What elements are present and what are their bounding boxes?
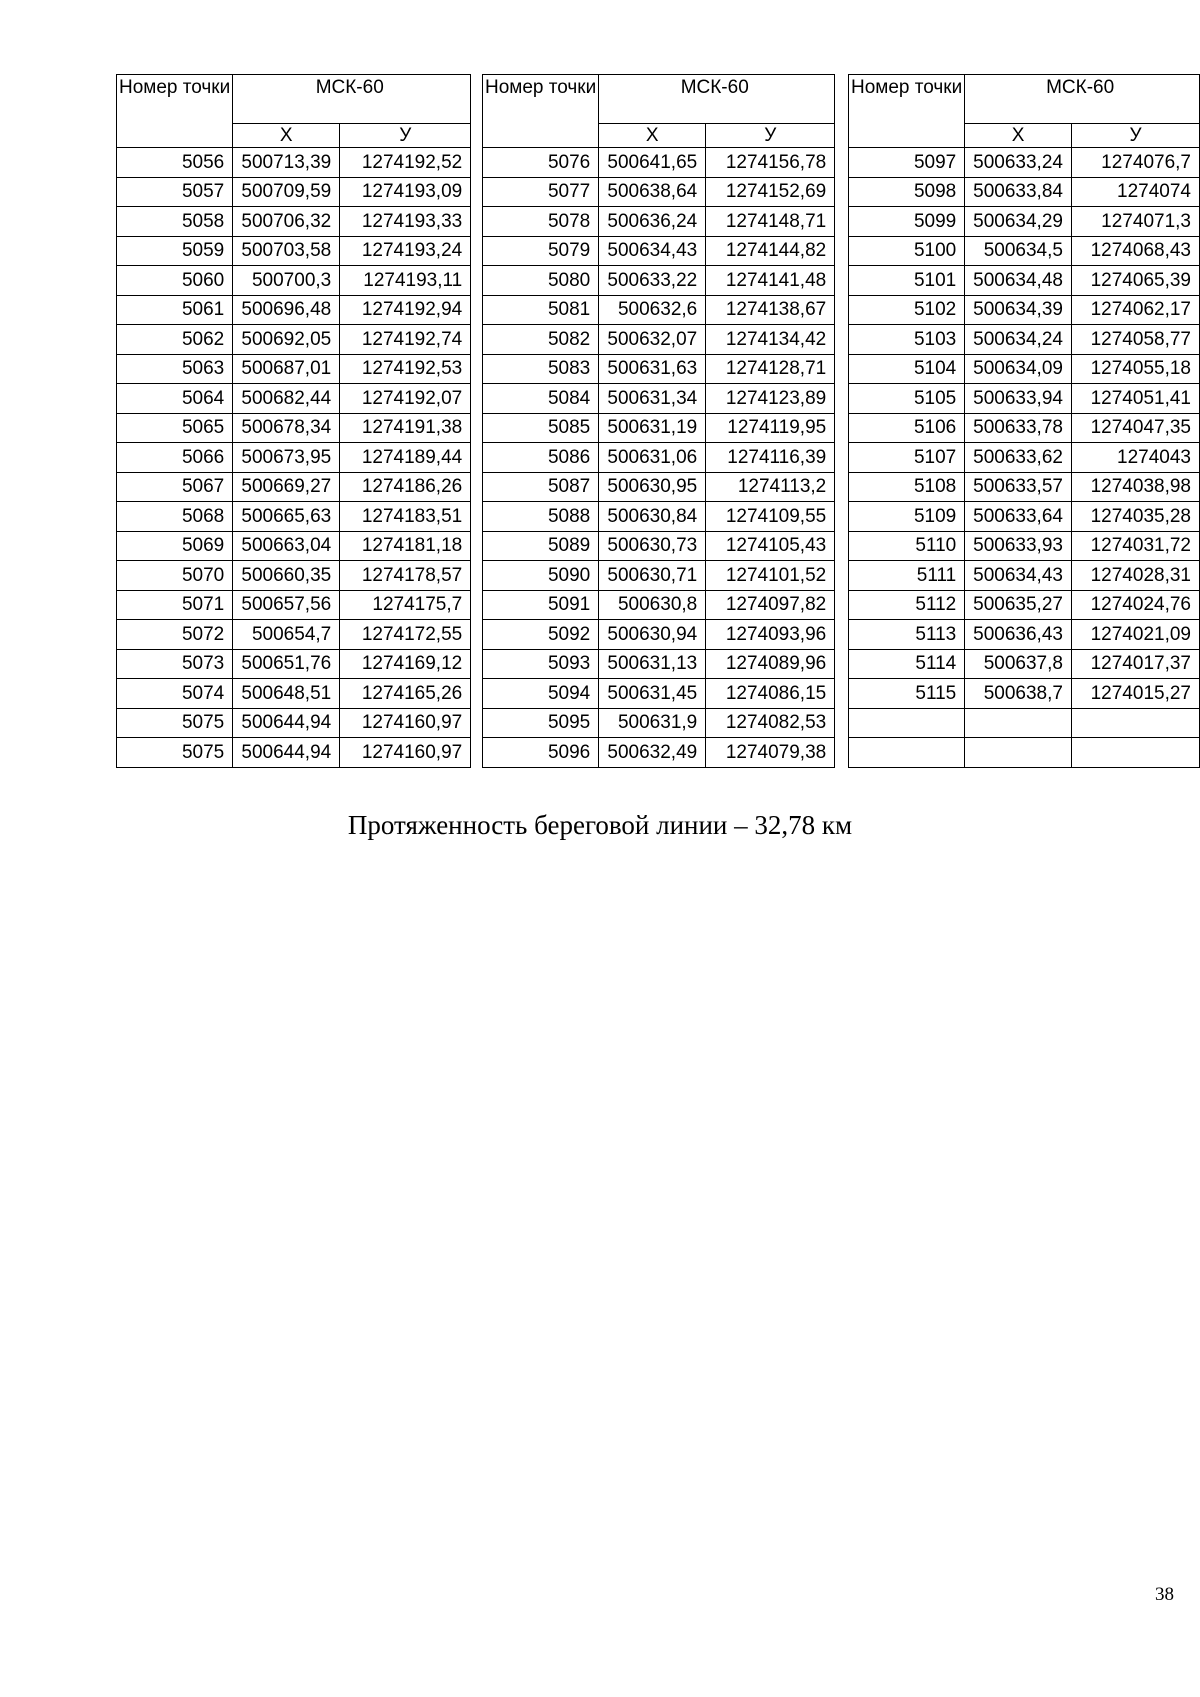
x-coordinate-cell: 500631,19 bbox=[599, 413, 706, 443]
point-number-cell: 5093 bbox=[483, 649, 599, 679]
x-coordinate-cell: 500713,39 bbox=[233, 148, 340, 178]
x-coordinate-cell: 500631,06 bbox=[599, 443, 706, 473]
table-row bbox=[849, 590, 1200, 620]
point-number-cell: 5105 bbox=[849, 384, 965, 414]
page-number: 38 bbox=[1155, 1584, 1174, 1605]
point-number-cell: 5096 bbox=[483, 738, 599, 768]
x-coordinate-cell: 500634,09 bbox=[965, 354, 1072, 384]
table-row bbox=[483, 708, 835, 738]
coordinate-system-header: МСК-60 bbox=[965, 75, 1200, 124]
point-number-cell: 5099 bbox=[849, 207, 965, 237]
point-number-cell: 5113 bbox=[849, 620, 965, 650]
point-number-cell: 5077 bbox=[483, 177, 599, 207]
y-coordinate-cell: 1274181,18 bbox=[340, 531, 471, 561]
table-row bbox=[117, 207, 471, 237]
table-row bbox=[849, 295, 1200, 325]
x-coordinate-cell: 500700,3 bbox=[233, 266, 340, 296]
point-number-cell: 5086 bbox=[483, 443, 599, 473]
table-row bbox=[849, 649, 1200, 679]
x-coordinate-cell: 500641,65 bbox=[599, 148, 706, 178]
x-coordinate-cell bbox=[965, 708, 1072, 738]
table-row bbox=[117, 531, 471, 561]
y-coordinate-cell: 1274128,71 bbox=[706, 354, 835, 384]
x-coordinate-cell: 500663,04 bbox=[233, 531, 340, 561]
y-coordinate-cell: 1274113,2 bbox=[706, 472, 835, 502]
point-number-cell: 5095 bbox=[483, 708, 599, 738]
table-row bbox=[849, 620, 1200, 650]
point-number-cell: 5058 bbox=[117, 207, 233, 237]
table-row bbox=[117, 266, 471, 296]
y-coordinate-cell: 1274192,74 bbox=[340, 325, 471, 355]
table-row bbox=[117, 649, 471, 679]
point-number-cell: 5084 bbox=[483, 384, 599, 414]
point-number-cell: 5111 bbox=[849, 561, 965, 591]
y-coordinate-cell: 1274175,7 bbox=[340, 590, 471, 620]
y-coordinate-cell: 1274148,71 bbox=[706, 207, 835, 237]
x-coordinate-cell: 500632,6 bbox=[599, 295, 706, 325]
point-number-cell: 5091 bbox=[483, 590, 599, 620]
y-coordinate-cell: 1274079,38 bbox=[706, 738, 835, 768]
x-coordinate-cell: 500630,71 bbox=[599, 561, 706, 591]
table-row bbox=[117, 472, 471, 502]
point-number-cell: 5072 bbox=[117, 620, 233, 650]
table-row bbox=[483, 443, 835, 473]
y-column-header: У bbox=[706, 124, 835, 148]
table-row bbox=[483, 295, 835, 325]
table-row bbox=[117, 177, 471, 207]
table-row bbox=[117, 413, 471, 443]
point-number-cell: 5102 bbox=[849, 295, 965, 325]
x-coordinate-cell: 500644,94 bbox=[233, 708, 340, 738]
point-number-cell: 5110 bbox=[849, 531, 965, 561]
table-row bbox=[849, 443, 1200, 473]
point-number-cell: 5069 bbox=[117, 531, 233, 561]
point-number-cell: 5061 bbox=[117, 295, 233, 325]
y-coordinate-cell: 1274160,97 bbox=[340, 738, 471, 768]
y-coordinate-cell: 1274193,09 bbox=[340, 177, 471, 207]
table-row bbox=[483, 207, 835, 237]
y-coordinate-cell: 1274062,17 bbox=[1071, 295, 1199, 325]
x-coordinate-cell: 500633,24 bbox=[965, 148, 1072, 178]
table-row bbox=[849, 236, 1200, 266]
coordinates-table-3 bbox=[848, 74, 1200, 768]
shoreline-length-caption: Протяженность береговой линии – 32,78 км bbox=[347, 810, 853, 840]
x-coordinate-cell: 500633,93 bbox=[965, 531, 1072, 561]
y-coordinate-cell: 1274192,52 bbox=[340, 148, 471, 178]
table-row bbox=[849, 738, 1200, 768]
x-coordinate-cell: 500636,24 bbox=[599, 207, 706, 237]
point-number-cell: 5107 bbox=[849, 443, 965, 473]
y-coordinate-cell: 1274021,09 bbox=[1071, 620, 1199, 650]
x-coordinate-cell: 500703,58 bbox=[233, 236, 340, 266]
point-number-cell: 5112 bbox=[849, 590, 965, 620]
point-number-cell: 5106 bbox=[849, 413, 965, 443]
point-number-cell: 5068 bbox=[117, 502, 233, 532]
point-number-cell: 5114 bbox=[849, 649, 965, 679]
y-coordinate-cell: 1274141,48 bbox=[706, 266, 835, 296]
y-coordinate-cell: 1274038,98 bbox=[1071, 472, 1199, 502]
y-coordinate-cell: 1274093,96 bbox=[706, 620, 835, 650]
y-column-header: У bbox=[340, 124, 471, 148]
y-coordinate-cell: 1274192,07 bbox=[340, 384, 471, 414]
x-coordinate-cell: 500678,34 bbox=[233, 413, 340, 443]
table-row bbox=[849, 384, 1200, 414]
x-coordinate-cell: 500633,64 bbox=[965, 502, 1072, 532]
x-coordinate-cell: 500631,45 bbox=[599, 679, 706, 709]
coordinates-table-2 bbox=[482, 74, 835, 768]
y-coordinate-cell: 1274051,41 bbox=[1071, 384, 1199, 414]
table-row bbox=[483, 177, 835, 207]
x-coordinate-cell: 500635,27 bbox=[965, 590, 1072, 620]
table-row bbox=[849, 207, 1200, 237]
y-coordinate-cell: 1274144,82 bbox=[706, 236, 835, 266]
point-number-cell: 5094 bbox=[483, 679, 599, 709]
y-coordinate-cell: 1274183,51 bbox=[340, 502, 471, 532]
x-coordinate-cell: 500634,24 bbox=[965, 325, 1072, 355]
table-row bbox=[117, 354, 471, 384]
y-coordinate-cell: 1274017,37 bbox=[1071, 649, 1199, 679]
table-row bbox=[117, 738, 471, 768]
table-row bbox=[483, 738, 835, 768]
coordinate-tables bbox=[0, 74, 1200, 784]
x-coordinate-cell: 500673,95 bbox=[233, 443, 340, 473]
x-coordinate-cell: 500633,57 bbox=[965, 472, 1072, 502]
x-coordinate-cell: 500630,95 bbox=[599, 472, 706, 502]
x-coordinate-cell: 500630,94 bbox=[599, 620, 706, 650]
table-row bbox=[849, 266, 1200, 296]
point-number-cell: 5085 bbox=[483, 413, 599, 443]
y-coordinate-cell: 1274119,95 bbox=[706, 413, 835, 443]
point-number-cell: 5065 bbox=[117, 413, 233, 443]
table-row bbox=[483, 148, 835, 178]
table-row bbox=[849, 148, 1200, 178]
point-number-cell: 5087 bbox=[483, 472, 599, 502]
x-coordinate-cell: 500630,84 bbox=[599, 502, 706, 532]
table-row bbox=[849, 502, 1200, 532]
x-coordinate-cell: 500636,43 bbox=[965, 620, 1072, 650]
point-number-cell: 5100 bbox=[849, 236, 965, 266]
y-coordinate-cell: 1274178,57 bbox=[340, 561, 471, 591]
y-column-header: У bbox=[1071, 124, 1199, 148]
x-coordinate-cell: 500634,43 bbox=[965, 561, 1072, 591]
table-row bbox=[849, 325, 1200, 355]
table-row bbox=[117, 325, 471, 355]
x-coordinate-cell: 500631,9 bbox=[599, 708, 706, 738]
point-number-cell: 5089 bbox=[483, 531, 599, 561]
y-coordinate-cell: 1274035,28 bbox=[1071, 502, 1199, 532]
x-coordinate-cell: 500632,07 bbox=[599, 325, 706, 355]
x-coordinate-cell: 500638,7 bbox=[965, 679, 1072, 709]
x-coordinate-cell: 500634,48 bbox=[965, 266, 1072, 296]
y-coordinate-cell: 1274028,31 bbox=[1071, 561, 1199, 591]
table-row bbox=[849, 472, 1200, 502]
table-row bbox=[483, 472, 835, 502]
x-coordinate-cell: 500657,56 bbox=[233, 590, 340, 620]
table-row bbox=[849, 177, 1200, 207]
x-coordinate-cell: 500634,43 bbox=[599, 236, 706, 266]
table-row bbox=[483, 354, 835, 384]
table-row bbox=[483, 679, 835, 709]
table-row bbox=[483, 590, 835, 620]
table-row bbox=[117, 295, 471, 325]
point-number-cell: 5104 bbox=[849, 354, 965, 384]
y-coordinate-cell: 1274105,43 bbox=[706, 531, 835, 561]
table-row bbox=[117, 620, 471, 650]
table-row bbox=[849, 561, 1200, 591]
y-coordinate-cell: 1274031,72 bbox=[1071, 531, 1199, 561]
table-row bbox=[849, 413, 1200, 443]
x-column-header: X bbox=[233, 124, 340, 148]
y-coordinate-cell: 1274089,96 bbox=[706, 649, 835, 679]
y-coordinate-cell bbox=[1071, 738, 1199, 768]
point-number-cell: 5097 bbox=[849, 148, 965, 178]
point-number-cell: 5108 bbox=[849, 472, 965, 502]
point-number-cell: 5064 bbox=[117, 384, 233, 414]
x-coordinate-cell: 500633,84 bbox=[965, 177, 1072, 207]
point-number-cell: 5066 bbox=[117, 443, 233, 473]
x-coordinate-cell: 500706,32 bbox=[233, 207, 340, 237]
x-coordinate-cell: 500660,35 bbox=[233, 561, 340, 591]
y-coordinate-cell: 1274116,39 bbox=[706, 443, 835, 473]
x-coordinate-cell: 500630,8 bbox=[599, 590, 706, 620]
x-coordinate-cell: 500633,78 bbox=[965, 413, 1072, 443]
y-coordinate-cell: 1274058,77 bbox=[1071, 325, 1199, 355]
table-row bbox=[483, 620, 835, 650]
y-coordinate-cell: 1274123,89 bbox=[706, 384, 835, 414]
table-row bbox=[483, 649, 835, 679]
x-column-header: X bbox=[965, 124, 1072, 148]
point-number-cell: 5057 bbox=[117, 177, 233, 207]
point-number-cell: 5078 bbox=[483, 207, 599, 237]
point-number-cell: 5070 bbox=[117, 561, 233, 591]
table-row bbox=[483, 561, 835, 591]
point-number-cell: 5056 bbox=[117, 148, 233, 178]
x-coordinate-cell bbox=[965, 738, 1072, 768]
y-coordinate-cell: 1274156,78 bbox=[706, 148, 835, 178]
point-number-cell: 5059 bbox=[117, 236, 233, 266]
x-coordinate-cell: 500633,62 bbox=[965, 443, 1072, 473]
point-number-cell: 5098 bbox=[849, 177, 965, 207]
x-coordinate-cell: 500682,44 bbox=[233, 384, 340, 414]
x-column-header: X bbox=[599, 124, 706, 148]
y-coordinate-cell: 1274043 bbox=[1071, 443, 1199, 473]
point-number-header: Номер точки bbox=[483, 75, 599, 148]
table-row bbox=[483, 502, 835, 532]
point-number-cell: 5115 bbox=[849, 679, 965, 709]
x-coordinate-cell: 500632,49 bbox=[599, 738, 706, 768]
x-coordinate-cell: 500654,7 bbox=[233, 620, 340, 650]
table-row bbox=[849, 679, 1200, 709]
point-number-cell bbox=[849, 708, 965, 738]
y-coordinate-cell bbox=[1071, 708, 1199, 738]
y-coordinate-cell: 1274172,55 bbox=[340, 620, 471, 650]
y-coordinate-cell: 1274047,35 bbox=[1071, 413, 1199, 443]
y-coordinate-cell: 1274193,33 bbox=[340, 207, 471, 237]
x-coordinate-cell: 500633,22 bbox=[599, 266, 706, 296]
table-row bbox=[483, 413, 835, 443]
x-coordinate-cell: 500634,29 bbox=[965, 207, 1072, 237]
table-row bbox=[849, 531, 1200, 561]
y-coordinate-cell: 1274015,27 bbox=[1071, 679, 1199, 709]
point-number-cell: 5075 bbox=[117, 738, 233, 768]
point-number-header: Номер точки bbox=[117, 75, 233, 148]
y-coordinate-cell: 1274109,55 bbox=[706, 502, 835, 532]
point-number-cell: 5067 bbox=[117, 472, 233, 502]
y-coordinate-cell: 1274189,44 bbox=[340, 443, 471, 473]
table-row bbox=[117, 236, 471, 266]
x-coordinate-cell: 500634,5 bbox=[965, 236, 1072, 266]
y-coordinate-cell: 1274074 bbox=[1071, 177, 1199, 207]
table-row bbox=[849, 354, 1200, 384]
x-coordinate-cell: 500638,64 bbox=[599, 177, 706, 207]
y-coordinate-cell: 1274097,82 bbox=[706, 590, 835, 620]
y-coordinate-cell: 1274160,97 bbox=[340, 708, 471, 738]
x-coordinate-cell: 500648,51 bbox=[233, 679, 340, 709]
y-coordinate-cell: 1274192,94 bbox=[340, 295, 471, 325]
y-coordinate-cell: 1274055,18 bbox=[1071, 354, 1199, 384]
point-number-cell: 5082 bbox=[483, 325, 599, 355]
table-row bbox=[483, 384, 835, 414]
table-row bbox=[483, 531, 835, 561]
y-coordinate-cell: 1274191,38 bbox=[340, 413, 471, 443]
y-coordinate-cell: 1274076,7 bbox=[1071, 148, 1199, 178]
y-coordinate-cell: 1274024,76 bbox=[1071, 590, 1199, 620]
table-row bbox=[117, 590, 471, 620]
point-number-cell: 5079 bbox=[483, 236, 599, 266]
table-row bbox=[117, 679, 471, 709]
coordinates-table-1 bbox=[116, 74, 471, 768]
y-coordinate-cell: 1274134,42 bbox=[706, 325, 835, 355]
point-number-cell: 5074 bbox=[117, 679, 233, 709]
x-coordinate-cell: 500630,73 bbox=[599, 531, 706, 561]
y-coordinate-cell: 1274068,43 bbox=[1071, 236, 1199, 266]
x-coordinate-cell: 500651,76 bbox=[233, 649, 340, 679]
point-number-cell: 5060 bbox=[117, 266, 233, 296]
table-row bbox=[117, 561, 471, 591]
point-number-cell: 5071 bbox=[117, 590, 233, 620]
point-number-cell: 5092 bbox=[483, 620, 599, 650]
point-number-cell: 5081 bbox=[483, 295, 599, 325]
coordinate-system-header: МСК-60 bbox=[233, 75, 471, 124]
table-row bbox=[483, 325, 835, 355]
point-number-cell: 5109 bbox=[849, 502, 965, 532]
point-number-cell: 5101 bbox=[849, 266, 965, 296]
table-row bbox=[117, 708, 471, 738]
point-number-cell: 5063 bbox=[117, 354, 233, 384]
y-coordinate-cell: 1274082,53 bbox=[706, 708, 835, 738]
point-number-header: Номер точки bbox=[849, 75, 965, 148]
x-coordinate-cell: 500631,63 bbox=[599, 354, 706, 384]
y-coordinate-cell: 1274193,24 bbox=[340, 236, 471, 266]
point-number-cell: 5076 bbox=[483, 148, 599, 178]
point-number-cell: 5090 bbox=[483, 561, 599, 591]
x-coordinate-cell: 500696,48 bbox=[233, 295, 340, 325]
y-coordinate-cell: 1274186,26 bbox=[340, 472, 471, 502]
x-coordinate-cell: 500633,94 bbox=[965, 384, 1072, 414]
x-coordinate-cell: 500634,39 bbox=[965, 295, 1072, 325]
table-row bbox=[117, 502, 471, 532]
y-coordinate-cell: 1274101,52 bbox=[706, 561, 835, 591]
table-row bbox=[117, 443, 471, 473]
coordinate-system-header: МСК-60 bbox=[599, 75, 835, 124]
table-row bbox=[483, 266, 835, 296]
x-coordinate-cell: 500709,59 bbox=[233, 177, 340, 207]
y-coordinate-cell: 1274138,67 bbox=[706, 295, 835, 325]
x-coordinate-cell: 500687,01 bbox=[233, 354, 340, 384]
y-coordinate-cell: 1274165,26 bbox=[340, 679, 471, 709]
x-coordinate-cell: 500665,63 bbox=[233, 502, 340, 532]
x-coordinate-cell: 500692,05 bbox=[233, 325, 340, 355]
x-coordinate-cell: 500631,13 bbox=[599, 649, 706, 679]
x-coordinate-cell: 500669,27 bbox=[233, 472, 340, 502]
point-number-cell: 5075 bbox=[117, 708, 233, 738]
y-coordinate-cell: 1274169,12 bbox=[340, 649, 471, 679]
point-number-cell: 5080 bbox=[483, 266, 599, 296]
x-coordinate-cell: 500644,94 bbox=[233, 738, 340, 768]
x-coordinate-cell: 500631,34 bbox=[599, 384, 706, 414]
table-row bbox=[117, 384, 471, 414]
table-row bbox=[117, 148, 471, 178]
x-coordinate-cell: 500637,8 bbox=[965, 649, 1072, 679]
point-number-cell: 5062 bbox=[117, 325, 233, 355]
table-row bbox=[849, 708, 1200, 738]
point-number-cell: 5088 bbox=[483, 502, 599, 532]
y-coordinate-cell: 1274152,69 bbox=[706, 177, 835, 207]
table-row bbox=[483, 236, 835, 266]
point-number-cell: 5103 bbox=[849, 325, 965, 355]
point-number-cell bbox=[849, 738, 965, 768]
y-coordinate-cell: 1274192,53 bbox=[340, 354, 471, 384]
point-number-cell: 5073 bbox=[117, 649, 233, 679]
point-number-cell: 5083 bbox=[483, 354, 599, 384]
y-coordinate-cell: 1274193,11 bbox=[340, 266, 471, 296]
y-coordinate-cell: 1274065,39 bbox=[1071, 266, 1199, 296]
y-coordinate-cell: 1274071,3 bbox=[1071, 207, 1199, 237]
y-coordinate-cell: 1274086,15 bbox=[706, 679, 835, 709]
